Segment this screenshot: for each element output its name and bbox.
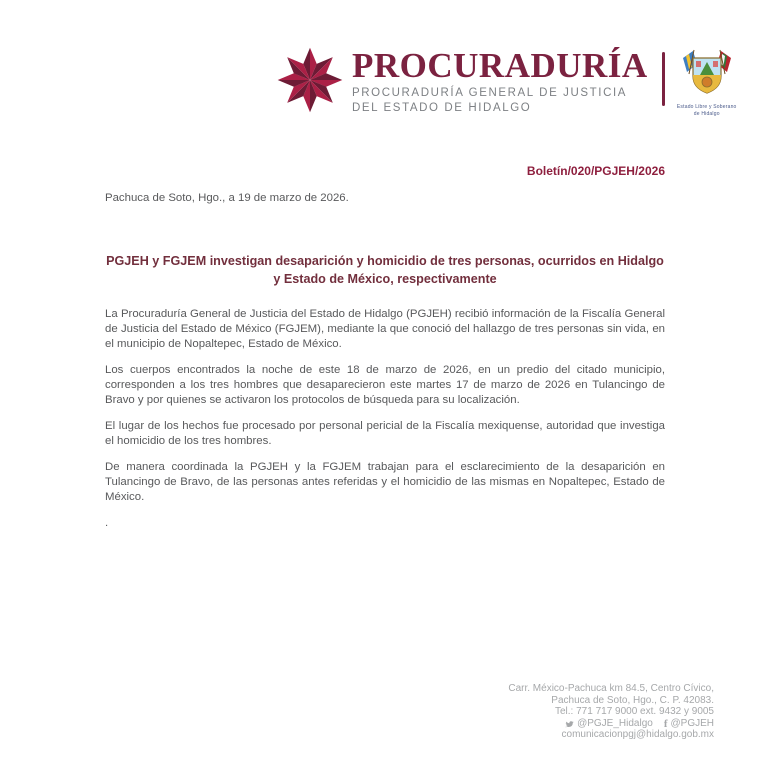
footer-phone: Tel.: 771 717 9000 ext. 9432 y 9005	[554, 706, 714, 718]
press-release-body	[105, 307, 665, 531]
agency-subtitle-line1: PROCURADURÍA GENERAL DE JUSTICIA	[352, 87, 628, 99]
dateline: Pachuca de Soto, Hgo., a 19 de marzo de 2026.	[105, 192, 349, 204]
eight-point-star-icon	[276, 46, 344, 114]
footer-address-line1: Carr. México-Pachuca km 84.5, Centro Cívico,	[508, 683, 714, 694]
header-divider	[662, 52, 665, 106]
agency-wordmark-block	[352, 46, 648, 115]
paragraph: De manera coordinada la PGJEH y la FGJEM trabajan para el esclarecimiento de la desaparición en Tulancingo de Bravo, de las personas antes referidas y el homicidio de las mismas en Nopaltepec, Estado de México.	[105, 461, 665, 503]
emblem-caption-line1: Estado Libre y Soberano	[676, 104, 737, 110]
twitter-bird-icon	[564, 719, 574, 729]
paragraph: Los cuerpos encontrados la noche de este 18 de marzo de 2026, en un predio del citado municipio, corresponden a los tres hombres que desaparecieron este martes 17 de marzo de 2026 en Tulancingo de Bravo y por quienes se activaron los protocolos de búsqueda para su localización.	[105, 364, 665, 406]
twitter-handle: @PGJE_Hidalgo	[577, 717, 653, 729]
footer-address-line2: Pachuca de Soto, Hgo., C. P. 42083.	[551, 694, 714, 706]
press-release-title: PGJEH y FGJEM investigan desaparición y homicidio de tres personas, ocurridos en Hidalgo y Estado de México, respectivamente	[106, 254, 664, 286]
footer-social-line	[508, 718, 714, 730]
facebook-handle: @PGJEH	[670, 717, 714, 729]
letterhead	[276, 44, 737, 117]
bulletin-reference: Boletín/020/PGJEH/2026	[526, 164, 665, 178]
footer-contact-block	[508, 683, 714, 741]
state-emblem-block	[677, 48, 737, 117]
paragraph: La Procuraduría General de Justicia del Estado de Hidalgo (PGJEH) recibió información de la Fiscalía General de Justicia del Estado de México (FGJEM), mediante la que conoció del hallazgo de tres personas sin vida, en el municipio de Nopaltepec, Estado de México.	[105, 308, 665, 350]
footer-email: comunicacionpgj@hidalgo.gob.mx	[561, 729, 714, 741]
hidalgo-coat-of-arms	[679, 48, 735, 98]
agency-wordmark: PROCURADURÍA	[352, 46, 648, 85]
facebook-f-icon: f	[663, 717, 668, 730]
emblem-caption-line2: de Hidalgo	[693, 111, 720, 117]
star-logo-svg	[276, 46, 344, 114]
paragraph: El lugar de los hechos fue procesado por personal pericial de la Fiscalía mexiquense, autoridad que investiga el homicidio de los tres hombres.	[105, 420, 665, 447]
trailing-period: .	[105, 517, 109, 529]
agency-subtitle-line2: DEL ESTADO DE HIDALGO	[352, 102, 532, 114]
